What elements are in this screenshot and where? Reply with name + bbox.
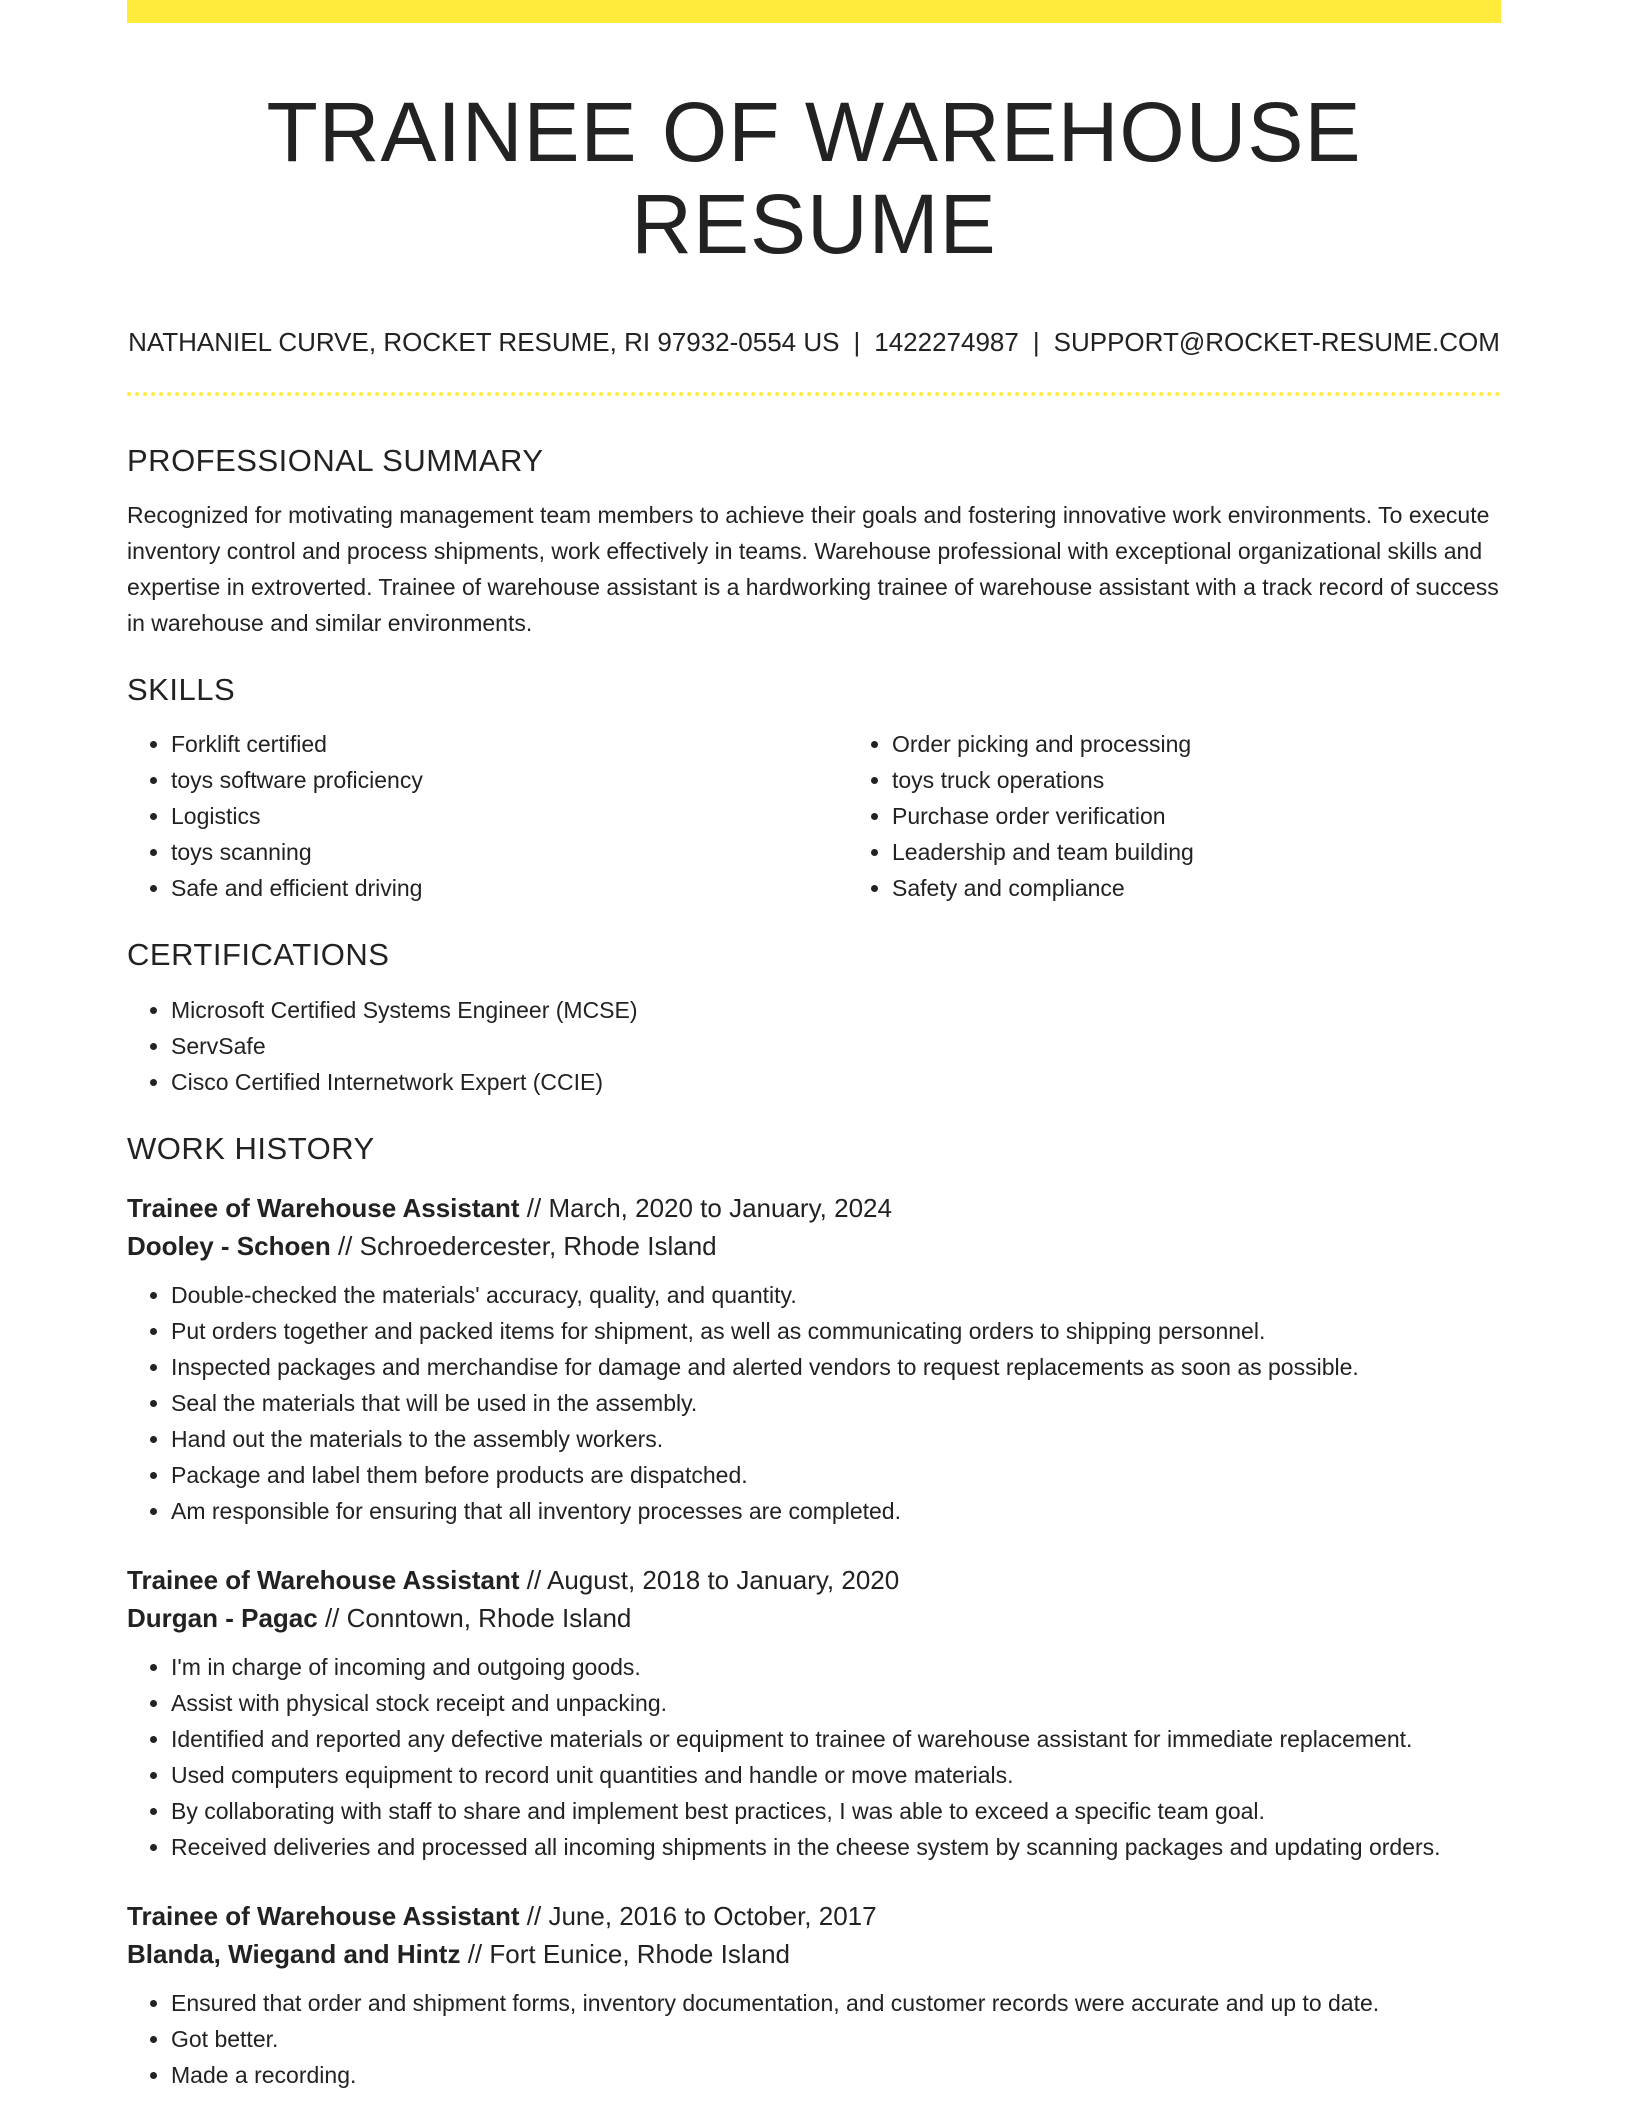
job-bullet: • Identified and reported any defective materials or equipment to trainee of warehouse assistant for immediate replacement. (171, 1721, 1501, 1757)
job-bullet: • Used computers equipment to record unit quantities and handle or move materials. (171, 1757, 1501, 1793)
job-divider: // (526, 1900, 542, 1931)
job-entry (127, 1561, 1501, 1865)
job-bullet: • By collaborating with staff to share and implement best practices, I was able to exceed a specific team goal. (171, 1793, 1501, 1829)
certification-item: • ServSafe (171, 1028, 1501, 1064)
job-role: Trainee of Warehouse Assistant (127, 1564, 520, 1595)
job-bullet: • Got better. (171, 2021, 1501, 2057)
skills-section (127, 671, 1501, 906)
job-title-line (127, 1561, 1501, 1599)
job-bullet: • Inspected packages and merchandise for damage and alerted vendors to request replacements as soon as possible. (171, 1349, 1501, 1385)
job-entry (127, 1897, 1501, 2093)
certifications-list (127, 992, 1501, 1100)
job-dates: March, 2020 to January, 2024 (548, 1192, 892, 1223)
section-heading-certifications: CERTIFICATIONS (127, 937, 390, 973)
top-accent-bar (127, 0, 1501, 23)
job-bullet: • I'm in charge of incoming and outgoing goods. (171, 1649, 1501, 1685)
job-dates: June, 2016 to October, 2017 (548, 1900, 877, 1931)
work-history-section (127, 1130, 1501, 2093)
skills-list-right (848, 726, 1569, 906)
job-bullets (127, 1649, 1501, 1865)
job-divider: // (324, 1602, 340, 1633)
skill-item: • toys scanning (171, 834, 848, 870)
section-heading-summary: PROFESSIONAL SUMMARY (127, 442, 544, 478)
skill-item: • Safe and efficient driving (171, 870, 848, 906)
job-divider: // (526, 1564, 542, 1595)
job-entry (127, 1189, 1501, 1529)
contact-separator: | (853, 326, 861, 357)
certifications-section (127, 936, 1501, 1099)
job-bullet: • Ensured that order and shipment forms, inventory documentation, and customer records were accurate and up to date. (171, 1985, 1501, 2021)
job-bullet: • Seal the materials that will be used in the assembly. (171, 1385, 1501, 1421)
contact-address: NATHANIEL CURVE, ROCKET RESUME, RI 97932-0554 US (128, 326, 840, 357)
job-bullet: • Put orders together and packed items for shipment, as well as communicating orders to shipping personnel. (171, 1313, 1501, 1349)
contact-separator: | (1032, 326, 1040, 357)
section-heading-skills: SKILLS (127, 672, 236, 708)
job-divider: // (526, 1192, 542, 1223)
job-bullet: • Package and label them before products are dispatched. (171, 1457, 1501, 1493)
job-bullets (127, 1277, 1501, 1529)
skill-item: • Logistics (171, 798, 848, 834)
section-heading-work-history: WORK HISTORY (127, 1130, 375, 1166)
certification-item: • Cisco Certified Internetwork Expert (CCIE) (171, 1064, 1501, 1100)
resume-title: TRAINEE OF WAREHOUSE RESUME (266, 85, 1362, 272)
contact-email: SUPPORT@ROCKET-RESUME.COM (1053, 326, 1500, 357)
job-company-line (127, 1599, 1501, 1637)
job-company: Durgan - Pagac (127, 1602, 318, 1633)
job-title-line (127, 1897, 1501, 1935)
job-divider: // (337, 1230, 353, 1261)
contact-phone: 1422274987 (874, 326, 1019, 357)
job-divider: // (467, 1938, 483, 1969)
job-bullet: • Received deliveries and processed all incoming shipments in the cheese system by scanning packages and updating orders. (171, 1829, 1501, 1865)
certification-item: • Microsoft Certified Systems Engineer (MCSE) (171, 992, 1501, 1028)
job-bullet: • Double-checked the materials' accuracy, quality, and quantity. (171, 1277, 1501, 1313)
job-location: Schroedercester, Rhode Island (359, 1230, 717, 1261)
summary-section (127, 442, 1501, 641)
resume-page (127, 0, 1501, 2093)
skill-item: • Safety and compliance (892, 870, 1569, 906)
skills-columns (127, 726, 1501, 906)
job-bullet: • Hand out the materials to the assembly workers. (171, 1421, 1501, 1457)
job-company: Blanda, Wiegand and Hintz (127, 1938, 461, 1969)
skill-item: • Order picking and processing (892, 726, 1569, 762)
job-company-line (127, 1227, 1501, 1265)
skill-item: • toys truck operations (892, 762, 1569, 798)
job-role: Trainee of Warehouse Assistant (127, 1900, 520, 1931)
skill-item: • toys software proficiency (171, 762, 848, 798)
skill-item: • Leadership and team building (892, 834, 1569, 870)
job-location: Fort Eunice, Rhode Island (489, 1938, 790, 1969)
contact-line (127, 327, 1501, 358)
job-bullet: • Am responsible for ensuring that all inventory processes are completed. (171, 1493, 1501, 1529)
job-bullet: • Assist with physical stock receipt and unpacking. (171, 1685, 1501, 1721)
job-company-line (127, 1935, 1501, 1973)
summary-text: Recognized for motivating management team members to achieve their goals and fostering innovative work environments. To execute inventory control and process shipments, work effectively in teams. Warehouse professional with exceptional organizational skills and expertise in extroverted. Trainee of warehouse assistant is a hardworking trainee of warehouse assistant with a track record of success in warehouse and similar environments. (127, 502, 1499, 637)
job-location: Conntown, Rhode Island (346, 1602, 632, 1633)
skill-item: • Forklift certified (171, 726, 848, 762)
job-title-line (127, 1189, 1501, 1227)
job-bullets (127, 1985, 1501, 2093)
job-role: Trainee of Warehouse Assistant (127, 1192, 520, 1223)
dotted-divider (127, 392, 1501, 396)
job-company: Dooley - Schoen (127, 1230, 331, 1261)
skill-item: • Purchase order verification (892, 798, 1569, 834)
job-bullet: • Made a recording. (171, 2057, 1501, 2093)
skills-list-left (127, 726, 848, 906)
job-dates: August, 2018 to January, 2020 (547, 1564, 900, 1595)
